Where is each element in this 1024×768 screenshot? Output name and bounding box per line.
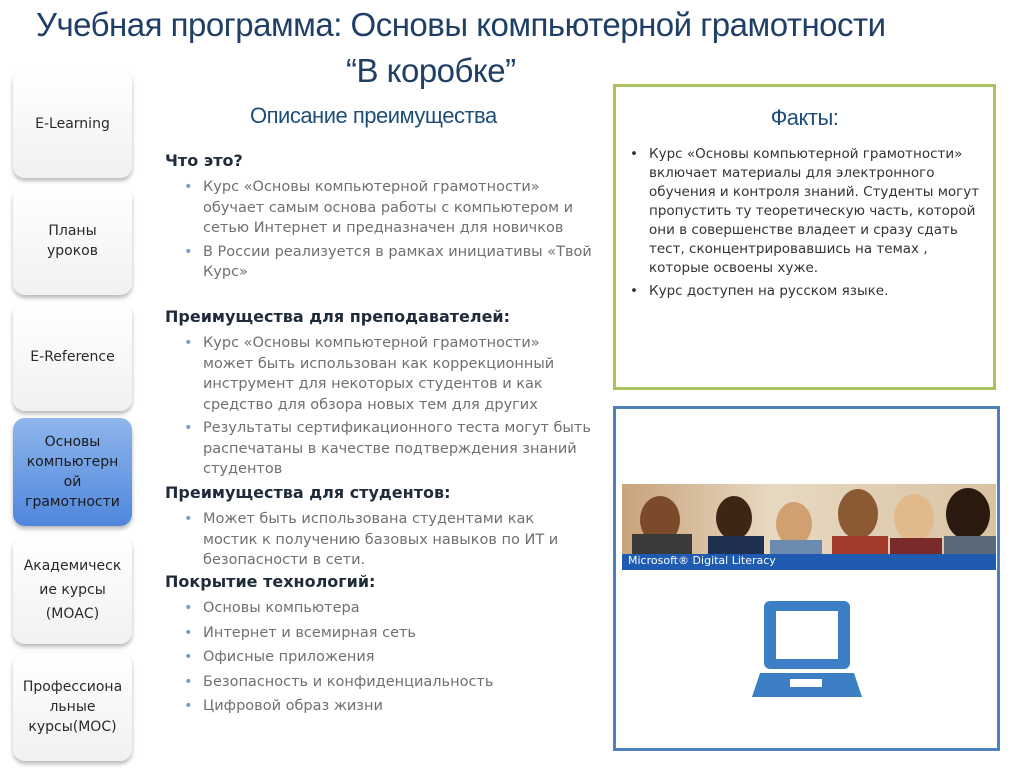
section-students-title: Преимущества для студентов:: [165, 483, 451, 502]
facts-title: Факты:: [770, 105, 839, 130]
facts-list: [626, 145, 991, 305]
section-teachers-list: [182, 333, 592, 483]
nav-button-lesson-plans[interactable]: [13, 187, 132, 295]
section-students-list: [182, 509, 592, 574]
list-item: • В России реализуется в рамках инициативы «Твой Курс»: [182, 242, 592, 283]
list-item: • Интернет и всемирная сеть: [182, 623, 592, 644]
nav-button-academic-courses[interactable]: [13, 536, 132, 644]
nav-button-label: E-Learning: [35, 116, 110, 132]
nav-button-label: Академическ ие курсы (МОАС): [23, 558, 122, 622]
list-item: • Курс доступен на русском языке.: [626, 282, 991, 301]
section-coverage-title: Покрытие технологий:: [165, 572, 376, 591]
laptop-icon: [750, 599, 862, 705]
nav-button-label: Основы компьютерн ой грамотности: [25, 434, 120, 510]
list-item: • Результаты сертификационного теста могут быть распечатаны в качестве подтверждения знаний студентов: [182, 418, 592, 480]
list-item: • Курс «Основы компьютерной грамотности» включает материалы для электронного обучения и контроля знаний. Студенты могут пропустить ту теоретическую часть, которой они в совершенстве владеет и сразу сдать тест, сконцентрировавшись на темах , которые освоены хуже.: [626, 145, 991, 278]
section-what-is-it-title: Что это?: [165, 151, 243, 170]
nav-button-e-learning[interactable]: [13, 70, 132, 178]
list-item: • Курс «Основы компьютерной грамотности» обучает самым основа работы с компьютером и сетью Интернет и предназначен для новичков: [182, 177, 592, 239]
section-teachers-title: Преимущества для преподавателей:: [165, 307, 511, 326]
banner-caption: Microsoft® Digital Literacy: [628, 554, 776, 567]
section-what-is-it-list: [182, 177, 592, 286]
nav-button-professional-courses[interactable]: [13, 653, 132, 761]
nav-button-e-reference[interactable]: [13, 303, 132, 411]
list-item: • Безопасность и конфиденциальность: [182, 672, 592, 693]
page-title-line-2: “В коробке”: [346, 52, 516, 89]
nav-button-digital-literacy[interactable]: [13, 418, 132, 526]
nav-button-label: Профессиона льные курсы(МОС): [22, 679, 123, 735]
image-panel: [613, 406, 1000, 751]
nav-button-label: E-Reference: [30, 349, 115, 365]
nav-button-label: Планы уроков: [46, 223, 98, 259]
list-item: • Курс «Основы компьютерной грамотности» может быть использован как коррекционный инструмент для некоторых студентов и как средство для обзора новых тем для других: [182, 333, 592, 415]
benefits-heading: Описание преимущества: [250, 103, 497, 128]
list-item: • Может быть использована студентами как мостик к получению базовых навыков по ИТ и безопасности в сети.: [182, 509, 592, 571]
section-coverage-list: [182, 598, 592, 721]
facts-panel: [613, 84, 996, 390]
list-item: • Основы компьютера: [182, 598, 592, 619]
page-title-line-1: Учебная программа: Основы компьютерной грамотности: [36, 6, 886, 43]
list-item: • Цифровой образ жизни: [182, 696, 592, 717]
list-item: • Офисные приложения: [182, 647, 592, 668]
